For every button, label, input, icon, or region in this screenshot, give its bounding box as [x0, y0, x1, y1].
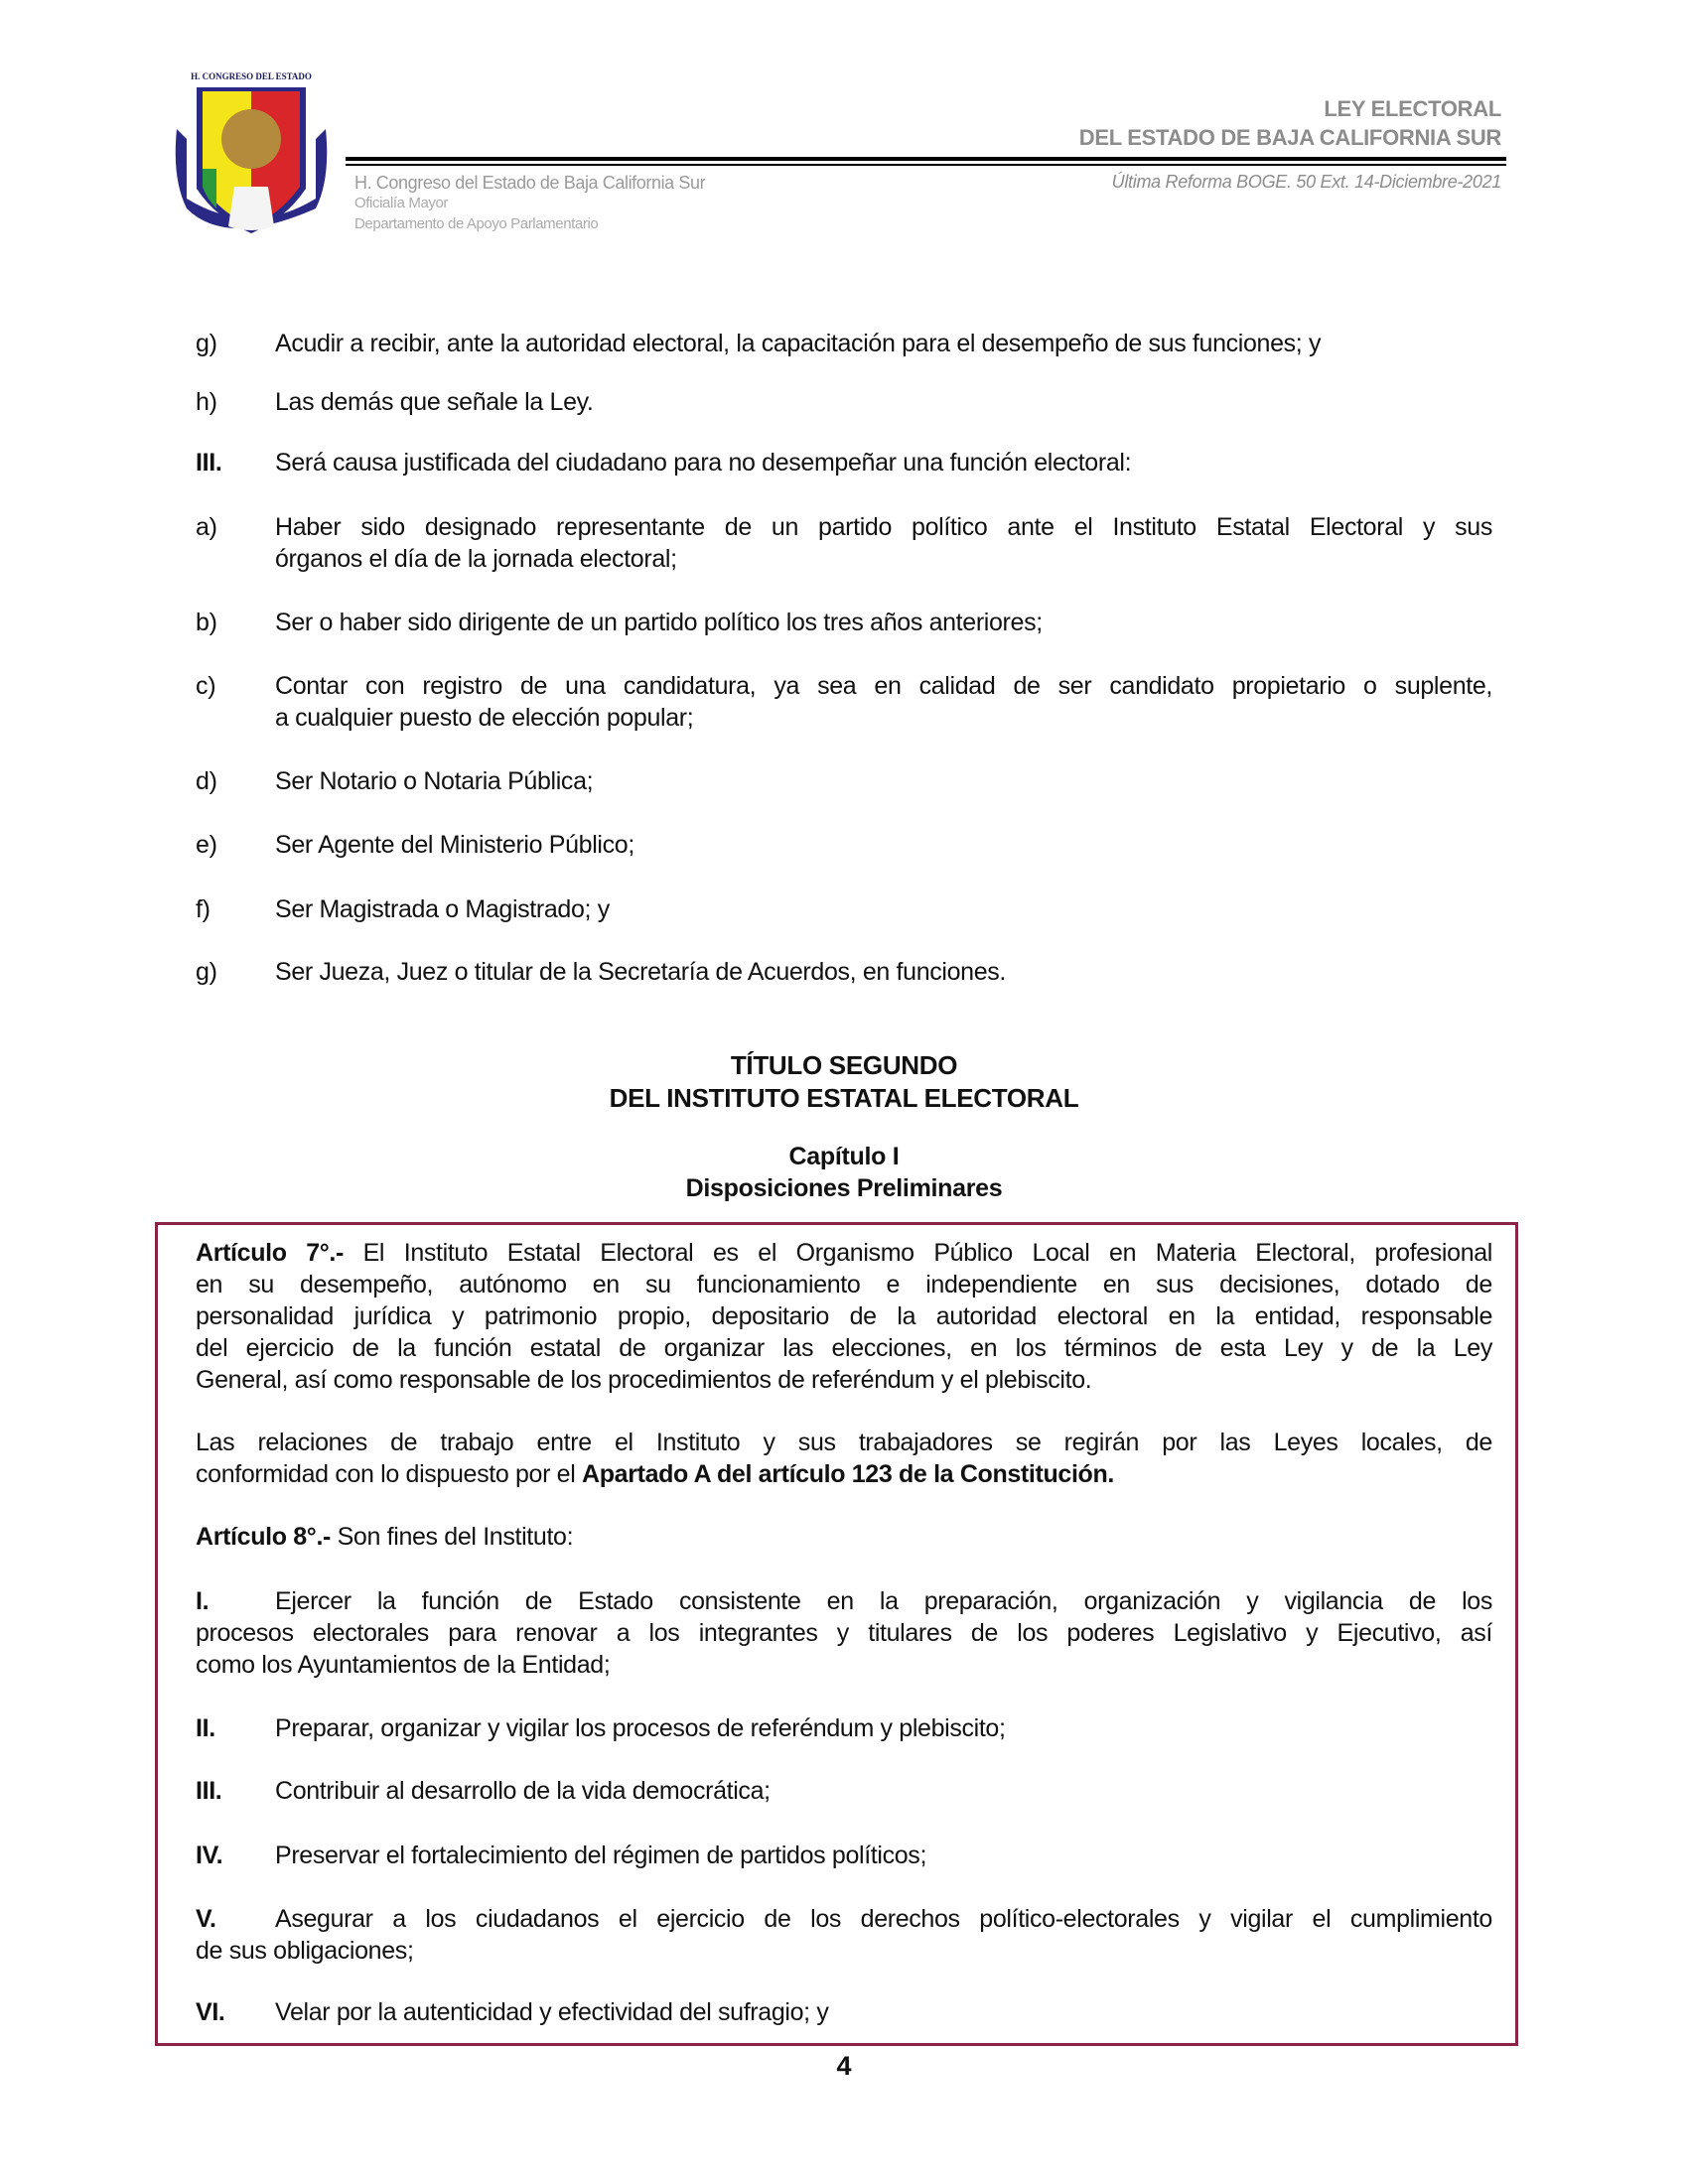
text-line: órganos el día de la jornada electoral;: [275, 545, 677, 573]
text-line: [196, 1712, 1492, 1744]
article-fraction: [196, 1840, 1492, 1871]
last-reform-date: Última Reforma BOGE. 50 Ext. 14-Diciembre-2021: [1111, 172, 1501, 192]
page-number: 4: [836, 2051, 852, 2081]
chapter-subheading: Disposiciones Preliminares: [685, 1174, 1003, 1202]
header-rule-thin: [346, 164, 1506, 166]
text-line: [196, 1617, 1492, 1649]
list-item-text: [275, 829, 1492, 861]
text-run: como los Ayuntamientos de la Entidad;: [196, 1651, 611, 1679]
list-item-text: [275, 765, 1492, 797]
header-rule: [346, 157, 1506, 161]
text-line: [196, 1521, 1492, 1553]
fraction-label: III.: [196, 1777, 222, 1805]
list-item-text: [275, 511, 1492, 575]
text-line: Será causa justificada del ciudadano para no desempeñar una función electoral:: [275, 449, 1132, 477]
text-line: [196, 1332, 1492, 1364]
fraction-label: I.: [196, 1587, 210, 1615]
text-line: [196, 1427, 1492, 1458]
text-line: Haber sido designado representante de un partido político ante el Instituto Estatal Electoral y sus: [275, 513, 1492, 541]
text-run: Ejercer la función de Estado consistente en la preparación, organización y vigilancia de los: [275, 1587, 1492, 1615]
list-item-text: [275, 956, 1492, 988]
text-run: Las relaciones de trabajo entre el Instituto y sus trabajadores se regirán por las Leyes locales, de: [196, 1429, 1492, 1456]
text-line: [196, 1996, 1492, 2028]
congress-name: H. Congreso del Estado de Baja California Sur: [354, 173, 706, 193]
article-paragraph: [196, 1427, 1492, 1490]
article-fraction: [196, 1712, 1492, 1744]
text-line: Ser Magistrada o Magistrado; y: [275, 895, 610, 923]
text-run: General, así como responsable de los procedimientos de referéndum y el plebiscito.: [196, 1366, 1092, 1394]
text-line: [196, 1269, 1492, 1300]
office-name: Oficialía Mayor: [354, 195, 449, 211]
chapter-heading: Capítulo I: [788, 1143, 900, 1170]
bold-text: Artículo 8°.-: [196, 1523, 332, 1551]
list-item-text: [275, 447, 1492, 478]
text-line: [196, 1649, 1492, 1681]
text-line: [196, 1364, 1492, 1396]
list-item-label: III.: [196, 449, 222, 477]
text-run: Preparar, organizar y vigilar los procesos de referéndum y plebiscito;: [275, 1714, 1006, 1742]
fraction-label: II.: [196, 1714, 215, 1742]
list-item-text: [275, 607, 1492, 638]
text-line: Ser Jueza, Juez o titular de la Secretaría de Acuerdos, en funciones.: [275, 958, 1007, 986]
svg-text:H. CONGRESO DEL ESTADO: H. CONGRESO DEL ESTADO: [191, 71, 312, 81]
list-item-label: f): [196, 895, 211, 923]
text-run: procesos electorales para renovar a los integrantes y titulares de los poderes Legislativo y Ejecutivo, así: [196, 1619, 1492, 1647]
list-item-label: d): [196, 767, 217, 795]
list-item-label: a): [196, 513, 217, 541]
text-run: en su desempeño, autónomo en su funcionamiento e independiente en sus decisiones, dotado de: [196, 1271, 1492, 1298]
list-item-text: [275, 893, 1492, 925]
congress-logo: [167, 69, 336, 243]
title-heading: TÍTULO SEGUNDO: [730, 1050, 958, 1080]
text-run: El Instituto Estatal Electoral es el Organismo Público Local en Materia Electoral, profesional: [344, 1239, 1493, 1267]
article-paragraph: [196, 1521, 1492, 1553]
list-item-label: g): [196, 330, 217, 357]
text-line: [196, 1300, 1492, 1332]
text-run: Contribuir al desarrollo de la vida democrática;: [275, 1777, 771, 1805]
text-line: [196, 1775, 1492, 1807]
text-line: [196, 1840, 1492, 1871]
fraction-label: IV.: [196, 1842, 223, 1869]
text-run: Asegurar a los ciudadanos el ejercicio de los derechos político-electorales y vigilar el cumplimiento: [275, 1905, 1492, 1933]
text-run: conformidad con lo dispuesto por el: [196, 1460, 583, 1488]
text-line: [196, 1585, 1492, 1617]
article-fraction: [196, 1996, 1492, 2028]
text-line: [196, 1458, 1492, 1490]
article-fraction: [196, 1585, 1492, 1681]
bold-text: Apartado A del artículo 123 de la Constitución.: [582, 1460, 1114, 1488]
list-item-label: g): [196, 958, 217, 986]
fraction-label: VI.: [196, 1998, 225, 2026]
text-run: de sus obligaciones;: [196, 1937, 414, 1965]
text-line: a cualquier puesto de elección popular;: [275, 704, 694, 732]
bold-text: Artículo 7°.-: [196, 1239, 345, 1267]
law-title-line1: LEY ELECTORAL: [1324, 96, 1501, 121]
text-run: Son fines del Instituto:: [331, 1523, 574, 1551]
list-item-label: e): [196, 831, 217, 859]
text-run: Velar por la autenticidad y efectividad del sufragio; y: [275, 1998, 829, 2026]
list-item-text: [275, 670, 1492, 734]
list-item-label: h): [196, 388, 217, 416]
article-paragraph: [196, 1237, 1492, 1396]
text-line: Ser o haber sido dirigente de un partido político los tres años anteriores;: [275, 609, 1043, 636]
list-item-text: [275, 328, 1492, 359]
text-line: [196, 1237, 1492, 1269]
title-subheading: DEL INSTITUTO ESTATAL ELECTORAL: [609, 1083, 1079, 1113]
article-fraction: [196, 1775, 1492, 1807]
text-line: Las demás que señale la Ley.: [275, 388, 594, 416]
text-line: Acudir a recibir, ante la autoridad electoral, la capacitación para el desempeño de sus funciones; y: [275, 330, 1322, 357]
text-run: del ejercicio de la función estatal de organizar las elecciones, en los términos de esta Ley y de la Ley: [196, 1334, 1492, 1362]
article-fraction: [196, 1903, 1492, 1967]
text-run: personalidad jurídica y patrimonio propio, depositario de la autoridad electoral en la entidad, responsable: [196, 1302, 1492, 1330]
text-line: Contar con registro de una candidatura, ya sea en calidad de ser candidato propietario o suplente,: [275, 672, 1492, 700]
law-title-line2: DEL ESTADO DE BAJA CALIFORNIA SUR: [1078, 125, 1501, 150]
text-line: [196, 1935, 1492, 1967]
text-run: Preservar el fortalecimiento del régimen de partidos políticos;: [275, 1842, 927, 1869]
text-line: Ser Agente del Ministerio Público;: [275, 831, 634, 859]
text-line: [196, 1903, 1492, 1935]
fraction-label: V.: [196, 1905, 216, 1933]
list-item-label: b): [196, 609, 217, 636]
list-item-text: [275, 386, 1492, 418]
text-line: Ser Notario o Notaria Pública;: [275, 767, 594, 795]
department-name: Departamento de Apoyo Parlamentario: [354, 215, 599, 232]
list-item-label: c): [196, 672, 216, 700]
